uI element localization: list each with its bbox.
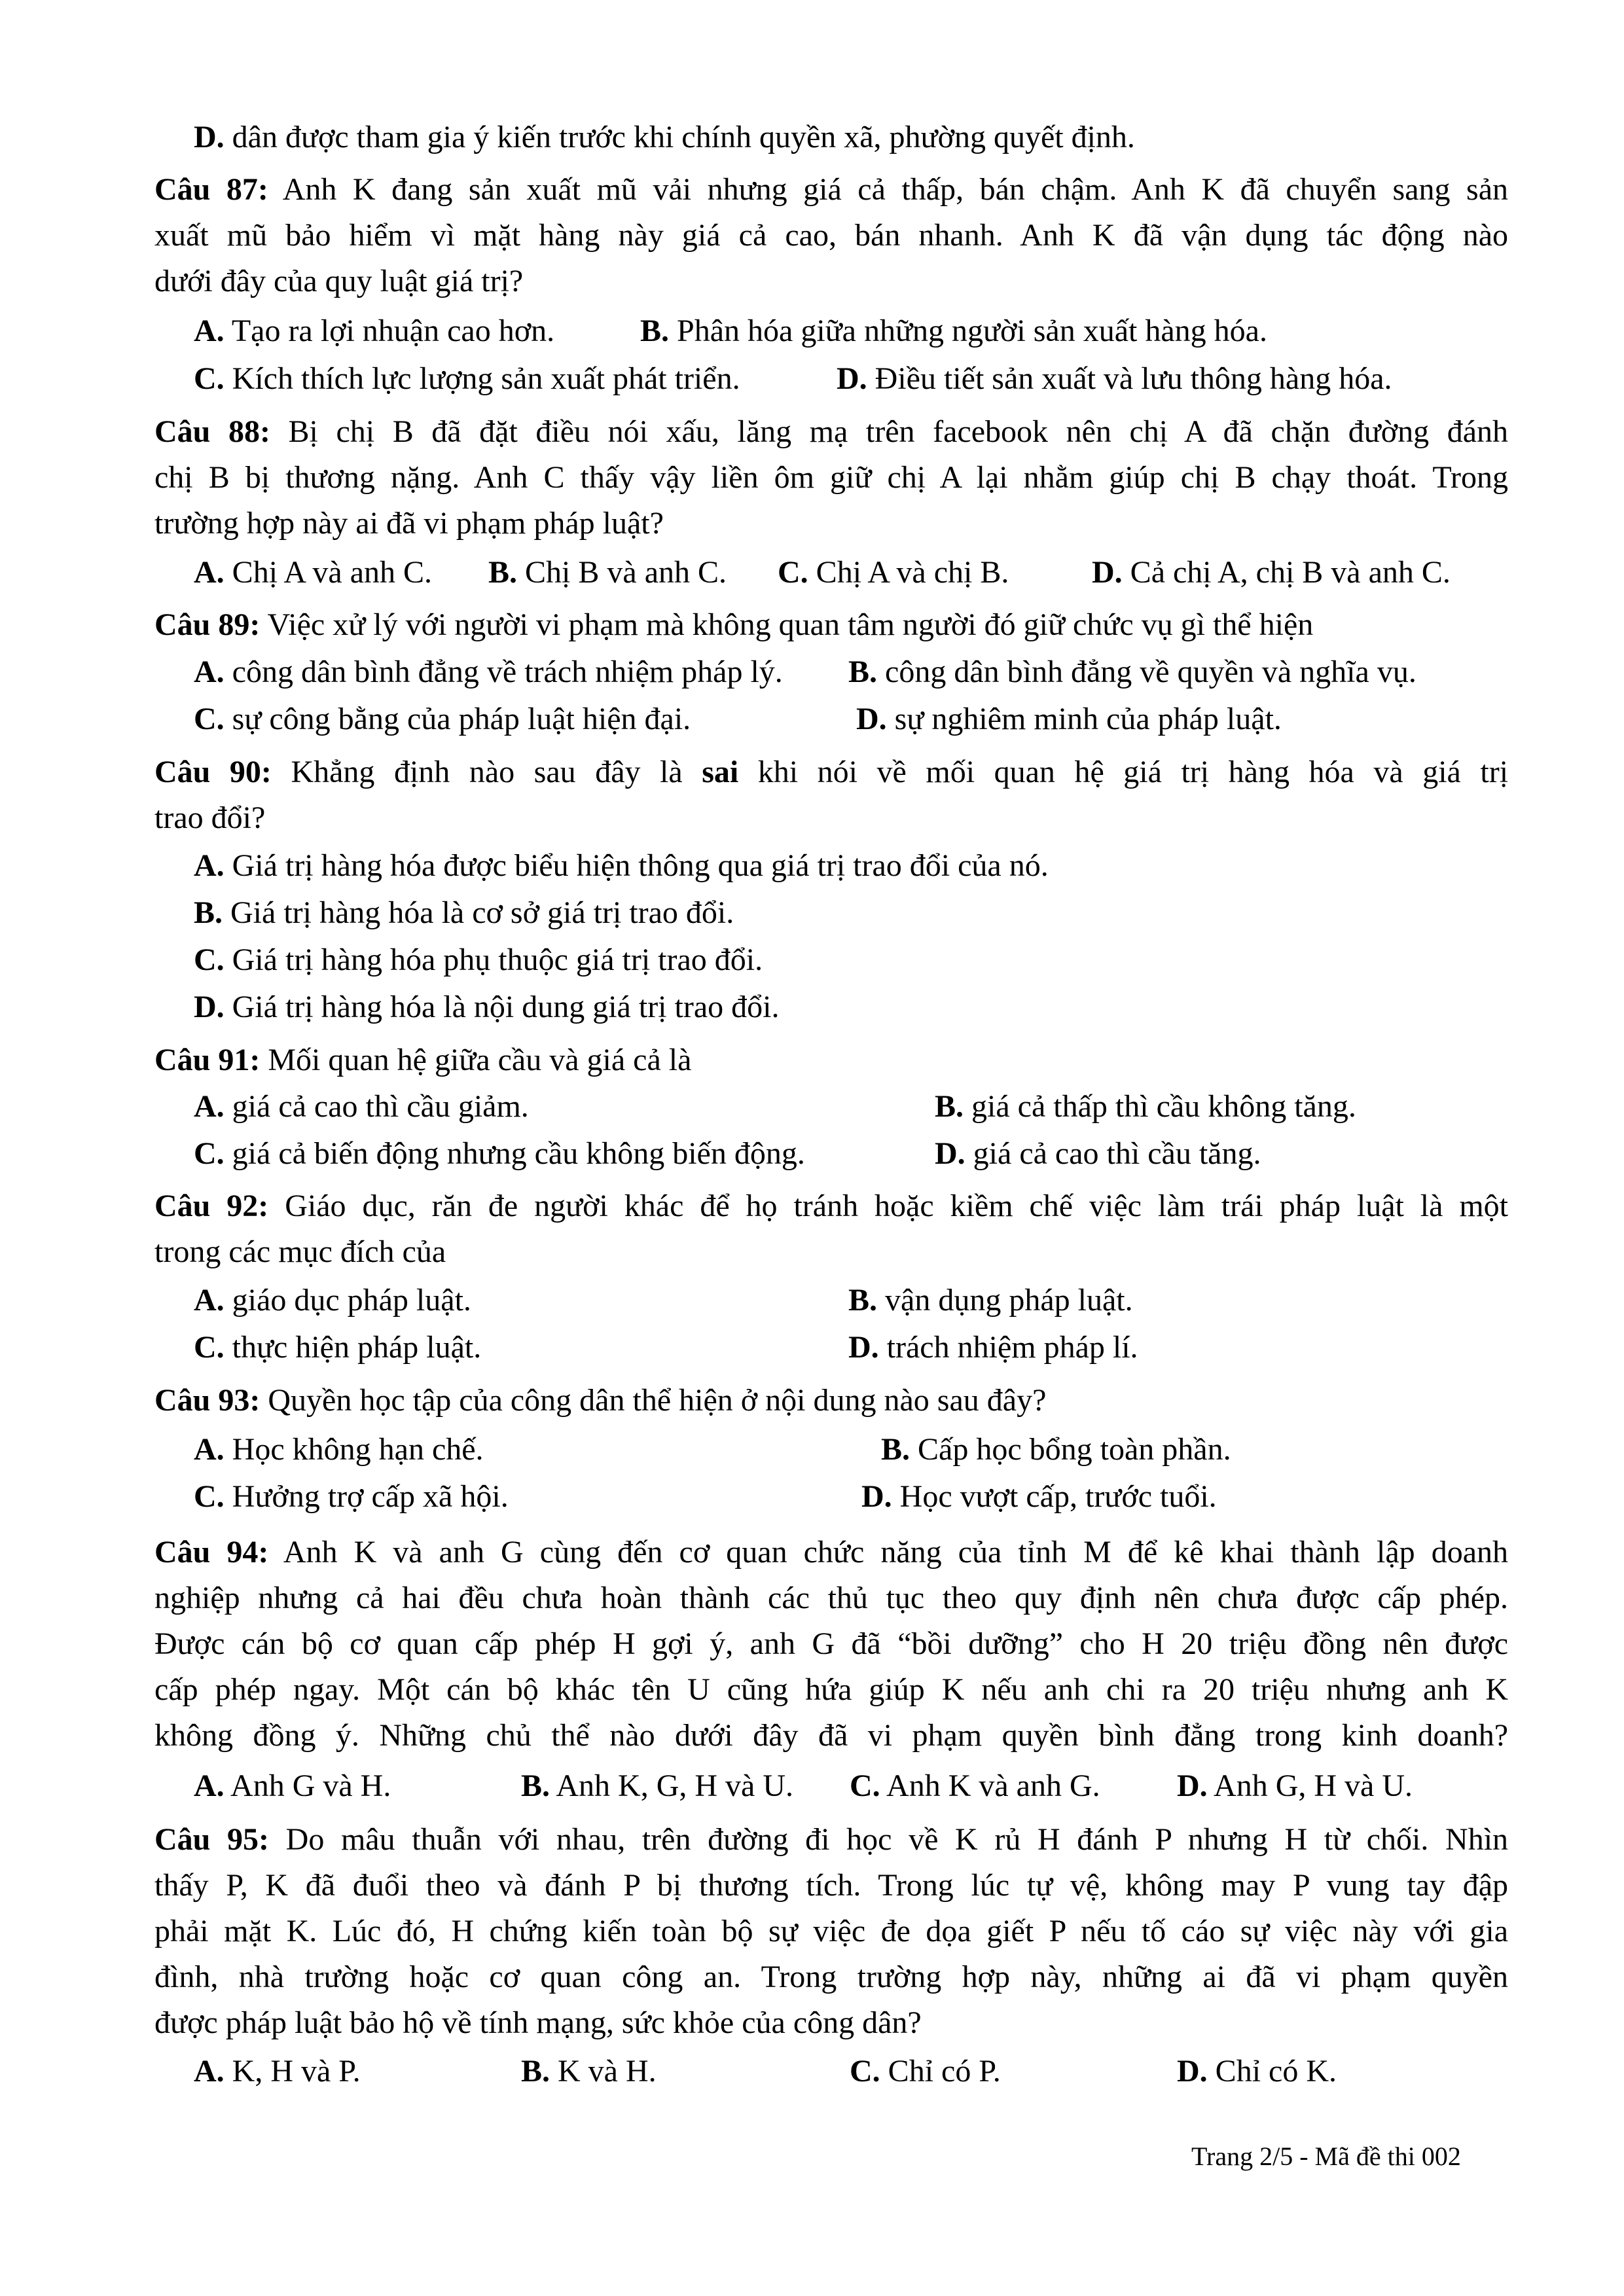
q95-stem-line: Câu 95: Do mâu thuẫn với nhau, trên đường đi học về K rủ H đánh P nhưng H từ chối. Nhìn bbox=[154, 1822, 1509, 1857]
q90-option-c: C. Giá trị hàng hóa phụ thuộc giá trị trao đổi. bbox=[194, 942, 763, 977]
q93-option-c: C. Hưởng trợ cấp xã hội. bbox=[194, 1479, 509, 1514]
q90-option-a: A. Giá trị hàng hóa được biểu hiện thông qua giá trị trao đổi của nó. bbox=[194, 848, 1049, 883]
q89-option-d: D. sự nghiêm minh của pháp luật. bbox=[856, 702, 1282, 736]
q90-option-b: B. Giá trị hàng hóa là cơ sở giá trị trao đổi. bbox=[194, 895, 734, 930]
q88-option-d: D. Cả chị A, chị B và anh C. bbox=[1092, 555, 1451, 590]
q87-stem-line: Câu 87: Anh K đang sản xuất mũ vải nhưng giá cả thấp, bán chậm. Anh K đã chuyển sang sản bbox=[154, 172, 1509, 207]
q94-option-b: B. Anh K, G, H và U. bbox=[521, 1768, 793, 1803]
q88-stem-line: Câu 88: Bị chị B đã đặt điều nói xấu, lăng mạ trên facebook nên chị A đã chặn đường đánh bbox=[154, 414, 1509, 449]
q87-option-a: A. Tạo ra lợi nhuận cao hơn. bbox=[194, 314, 555, 348]
q88-stem-line: chị B bị thương nặng. Anh C thấy vậy liền ôm giữ chị A lại nhằm giúp chị B chạy thoát. Trong bbox=[154, 460, 1508, 495]
q92-option-a: A. giáo dục pháp luật. bbox=[194, 1283, 471, 1318]
q95-option-a: A. K, H và P. bbox=[194, 2054, 361, 2089]
q93-stem-line: Câu 93: Quyền học tập của công dân thể hiện ở nội dung nào sau đây? bbox=[154, 1383, 1047, 1418]
q89-stem-line: Câu 89: Việc xử lý với người vi phạm mà không quan tâm người đó giữ chức vụ gì thể hiện bbox=[154, 607, 1314, 642]
q91-option-a: A. giá cả cao thì cầu giảm. bbox=[194, 1089, 529, 1124]
q88-option-c: C. Chị A và chị B. bbox=[778, 555, 1009, 590]
q91-option-d: D. giá cả cao thì cầu tăng. bbox=[935, 1136, 1261, 1171]
q95-stem-line: đình, nhà trường hoặc cơ quan công an. Trong trường hợp này, những ai đã vi phạm quyền bbox=[154, 1960, 1508, 1994]
q94-option-d: D. Anh G, H và U. bbox=[1177, 1768, 1413, 1803]
q89-option-b: B. công dân bình đẳng về quyền và nghĩa vụ. bbox=[848, 655, 1416, 689]
q88-option-a: A. Chị A và anh C. bbox=[194, 555, 433, 590]
q94-option-a: A. Anh G và H. bbox=[194, 1768, 391, 1803]
q93-option-d: D. Học vượt cấp, trước tuổi. bbox=[861, 1479, 1217, 1514]
q93-option-a: A. Học không hạn chế. bbox=[194, 1432, 484, 1467]
q94-stem-line: Câu 94: Anh K và anh G cùng đến cơ quan chức năng của tỉnh M để kê khai thành lập doanh bbox=[154, 1535, 1509, 1570]
q92-stem-line: Câu 92: Giáo dục, răn đe người khác để họ tránh hoặc kiềm chế việc làm trái pháp luật là một bbox=[154, 1189, 1509, 1223]
q92-option-c: C. thực hiện pháp luật. bbox=[194, 1330, 482, 1365]
q94-stem-line: cấp phép ngay. Một cán bộ khác tên U cũng hứa giúp K nếu anh chi ra 20 triệu nhưng anh K bbox=[154, 1672, 1508, 1707]
q94-stem-line: nghiệp nhưng cả hai đều chưa hoàn thành các thủ tục theo quy định nên chưa được cấp phép. bbox=[154, 1581, 1508, 1615]
q91-option-c: C. giá cả biến động nhưng cầu không biến động. bbox=[194, 1136, 805, 1171]
q88-stem-line: trường hợp này ai đã vi phạm pháp luật? bbox=[154, 506, 664, 541]
q89-option-a: A. công dân bình đẳng về trách nhiệm pháp lý. bbox=[194, 655, 783, 689]
q87-option-d: D. Điều tiết sản xuất và lưu thông hàng hóa. bbox=[837, 361, 1392, 396]
q94-option-c: C. Anh K và anh G. bbox=[850, 1768, 1100, 1803]
q95-option-d: D. Chỉ có K. bbox=[1177, 2054, 1337, 2089]
q95-stem-line: phải mặt K. Lúc đó, H chứng kiến toàn bộ sự việc đe dọa giết P nếu tố cáo sự việc này với gia bbox=[154, 1914, 1508, 1948]
q93-option-b: B. Cấp học bổng toàn phần. bbox=[881, 1432, 1231, 1467]
q94-stem-line: Được cán bộ cơ quan cấp phép H gợi ý, anh G đã “bồi dưỡng” cho H 20 triệu đồng nên được bbox=[154, 1626, 1508, 1661]
q92-option-d: D. trách nhiệm pháp lí. bbox=[848, 1330, 1138, 1365]
q92-option-b: B. vận dụng pháp luật. bbox=[848, 1283, 1133, 1318]
q91-stem-line: Câu 91: Mối quan hệ giữa cầu và giá cả là bbox=[154, 1043, 692, 1077]
q86-option-d: D. dân được tham gia ý kiến trước khi chính quyền xã, phường quyết định. bbox=[194, 120, 1135, 154]
q90-option-d: D. Giá trị hàng hóa là nội dung giá trị trao đổi. bbox=[194, 990, 780, 1024]
q87-option-b: B. Phân hóa giữa những người sản xuất hàng hóa. bbox=[640, 314, 1267, 348]
q95-option-b: B. K và H. bbox=[521, 2054, 657, 2089]
q88-option-b: B. Chị B và anh C. bbox=[488, 555, 727, 590]
q95-option-c: C. Chỉ có P. bbox=[850, 2054, 1001, 2089]
q87-option-c: C. Kích thích lực lượng sản xuất phát triển. bbox=[194, 361, 740, 396]
q95-stem-line: được pháp luật bảo hộ về tính mạng, sức khỏe của công dân? bbox=[154, 2005, 922, 2040]
q90-stem-line: trao đổi? bbox=[154, 800, 266, 835]
q94-stem-line: không đồng ý. Những chủ thể nào dưới đây đã vi phạm quyền bình đẳng trong kinh doanh? bbox=[154, 1718, 1508, 1753]
q95-stem-line: thấy P, K đã đuổi theo và đánh P bị thương tích. Trong lúc tự vệ, không may P vung tay đập bbox=[154, 1868, 1508, 1903]
q89-option-c: C. sự công bằng của pháp luật hiện đại. bbox=[194, 702, 691, 736]
q87-stem-line: xuất mũ bảo hiểm vì mặt hàng này giá cả cao, bán nhanh. Anh K đã vận dụng tác động nào bbox=[154, 218, 1508, 253]
page-footer: Trang 2/5 - Mã đề thi 002 bbox=[1191, 2142, 1461, 2171]
q90-stem-line: Câu 90: Khẳng định nào sau đây là sai khi nói về mối quan hệ giá trị hàng hóa và giá trị bbox=[154, 755, 1509, 789]
q92-stem-line: trong các mục đích của bbox=[154, 1234, 446, 1269]
q87-stem-line: dưới đây của quy luật giá trị? bbox=[154, 264, 524, 298]
q91-option-b: B. giá cả thấp thì cầu không tăng. bbox=[935, 1089, 1356, 1124]
